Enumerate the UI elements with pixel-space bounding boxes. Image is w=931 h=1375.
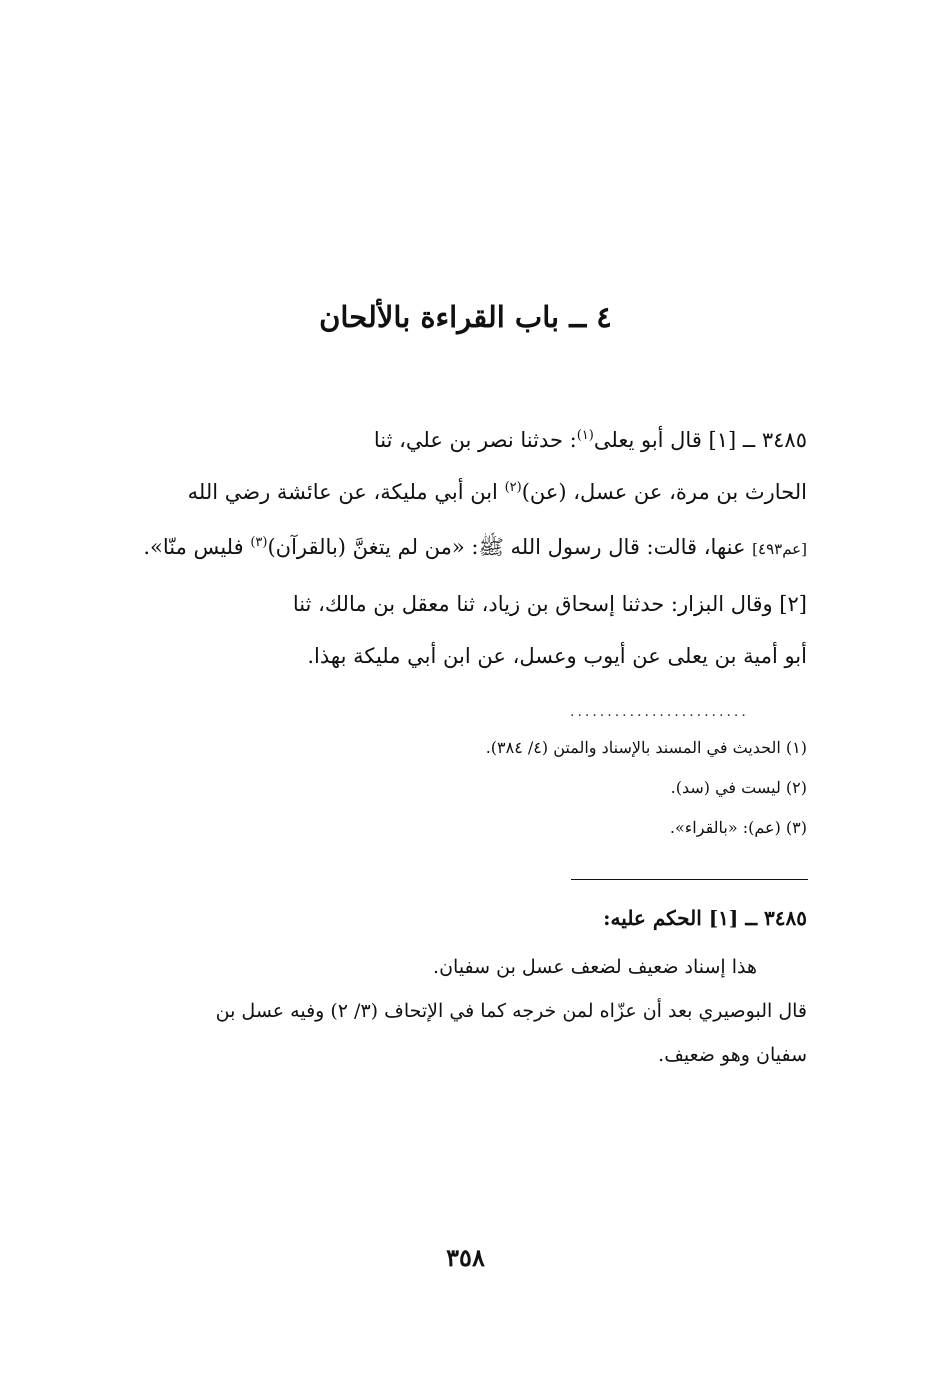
hadith-line-5: أبو أمية بن يعلى عن أيوب وعسل، عن ابن أبي مليكة بهذا.: [307, 644, 807, 668]
footnote-marker-1: (١): [576, 428, 594, 443]
chapter-title: ٤ ــ باب القراءة بالألحان: [319, 300, 612, 334]
hadith-number-text: ٣٤٨٥ ــ [١] قال أبو يعلى: [593, 428, 807, 452]
ruling-line-1: هذا إسناد ضعيف لضعف عسل بن سفيان.: [433, 956, 757, 978]
ruling-line-2: قال البوصيري بعد أن عزّاه لمن خرجه كما في الإتحاف (٣/ ٢) وفيه عسل بن: [215, 1000, 807, 1022]
footnote-marker-3: (٣): [250, 535, 268, 550]
footnote-1: (١) الحديث في المسند بالإسناد والمتن (٤/ ٣٨٤).: [485, 738, 807, 757]
hadith-line-2-start: الحارث بن مرة، عن عسل، (عن): [521, 480, 807, 504]
hadith-line-4: [٢] وقال البزار: حدثنا إسحاق بن زياد، ثنا معقل بن مالك، ثنا: [292, 592, 807, 616]
footnote-marker-2: (٢): [504, 480, 522, 495]
margin-reference: [عم٤٩٣]: [752, 540, 807, 558]
hadith-line-3: [143, 534, 807, 565]
footnote-separator: ........................: [570, 704, 749, 720]
hadith-line-1: [374, 428, 807, 452]
hadith-line-3-rest: فليس منّا».: [143, 535, 251, 559]
page-number: ٣٥٨: [446, 1243, 485, 1272]
footnote-2: (٢) ليست في (سد).: [670, 778, 807, 797]
section-rule: [571, 879, 808, 880]
hadith-line-3-start: عنها، قالت: قال رسول الله ﷺ: «من لم يتغنَّ (بالقرآن): [267, 535, 753, 559]
hadith-line-2: [188, 480, 807, 504]
ruling-heading: ٣٤٨٥ ــ [١] الحكم عليه:: [603, 906, 807, 930]
footnote-3: (٣) (عم): «بالقراء».: [669, 818, 807, 837]
hadith-line-2-rest: ابن أبي مليكة، عن عائشة رضي الله: [187, 480, 505, 504]
hadith-line-1-rest: : حدثنا نصر بن علي، ثنا: [373, 428, 577, 452]
ruling-line-3: سفيان وهو ضعيف.: [658, 1044, 807, 1066]
